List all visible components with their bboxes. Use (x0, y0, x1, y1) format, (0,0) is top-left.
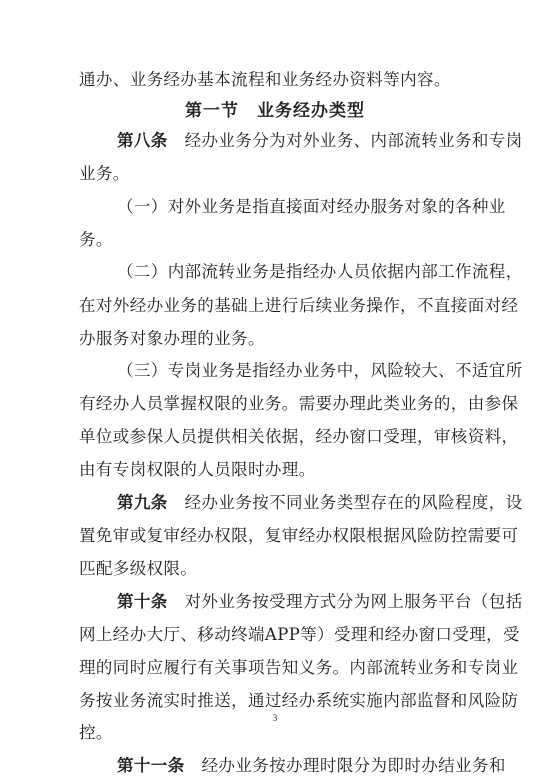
paragraph-line: 通办、业务经办基本流程和业务经办资料等内容。 (79, 70, 451, 89)
article-9-label: 第九条 (117, 493, 168, 512)
article-10-text: 对外业务按受理方式分为网上服务平台（包括 (184, 592, 523, 611)
page-number: 3 (272, 713, 278, 723)
article-8-text: 经办业务分为对外业务、内部流转业务和专岗 (184, 131, 523, 150)
article-11-text: 经办业务按办理时限分为即时办结业务和 (201, 756, 506, 775)
paragraph-line: 控。 (79, 723, 113, 742)
paragraph-line: 办服务对象办理的业务。 (79, 329, 265, 348)
paragraph-line: 由有专岗权限的人员限时办理。 (79, 460, 316, 479)
paragraph-line: 业务。 (79, 164, 130, 183)
paragraph-line: 在对外经办业务的基础上进行后续业务操作，不直接面对经 (79, 296, 519, 315)
paragraph-line: （二）内部流转业务是指经办人员依据内部工作流程， (117, 262, 523, 281)
paragraph-line: 务。 (79, 230, 113, 249)
paragraph-line: 理的同时应履行有关事项告知义务。内部流转业务和专岗业 (79, 658, 519, 677)
paragraph-line: 置免审或复审经办权限，复审经办权限根据风险防控需要可 (79, 526, 519, 545)
paragraph-line: （三）专岗业务是指经办业务中，风险较大、不适宜所 (117, 361, 523, 380)
article-9-line (117, 493, 550, 513)
article-11-label: 第十一条 (117, 756, 185, 775)
paragraph-line: （一）对外业务是指直接面对经办服务对象的各种业 (117, 197, 506, 216)
article-10-label: 第十条 (117, 592, 168, 611)
paragraph-line: 务按业务流实时推送，通过经办系统实施内部监督和风险防 (79, 691, 519, 710)
article-8-line (117, 131, 550, 151)
article-8-label: 第八条 (117, 131, 168, 150)
article-11-line (117, 756, 550, 776)
section-title: 第一节 业务经办类型 (185, 101, 365, 121)
paragraph-line: 网上经办大厅、移动终端APP等）受理和经办窗口受理，受 (79, 625, 520, 644)
paragraph-line: 有经办人员掌握权限的业务。需要办理此类业务的，由参保 (79, 394, 519, 413)
article-9-text: 经办业务按不同业务类型存在的风险程度，设 (184, 493, 523, 512)
paragraph-line: 单位或参保人员提供相关依据，经办窗口受理，审核资料， (79, 427, 519, 446)
article-10-line (117, 592, 550, 612)
paragraph-line: 匹配多级权限。 (79, 559, 198, 578)
